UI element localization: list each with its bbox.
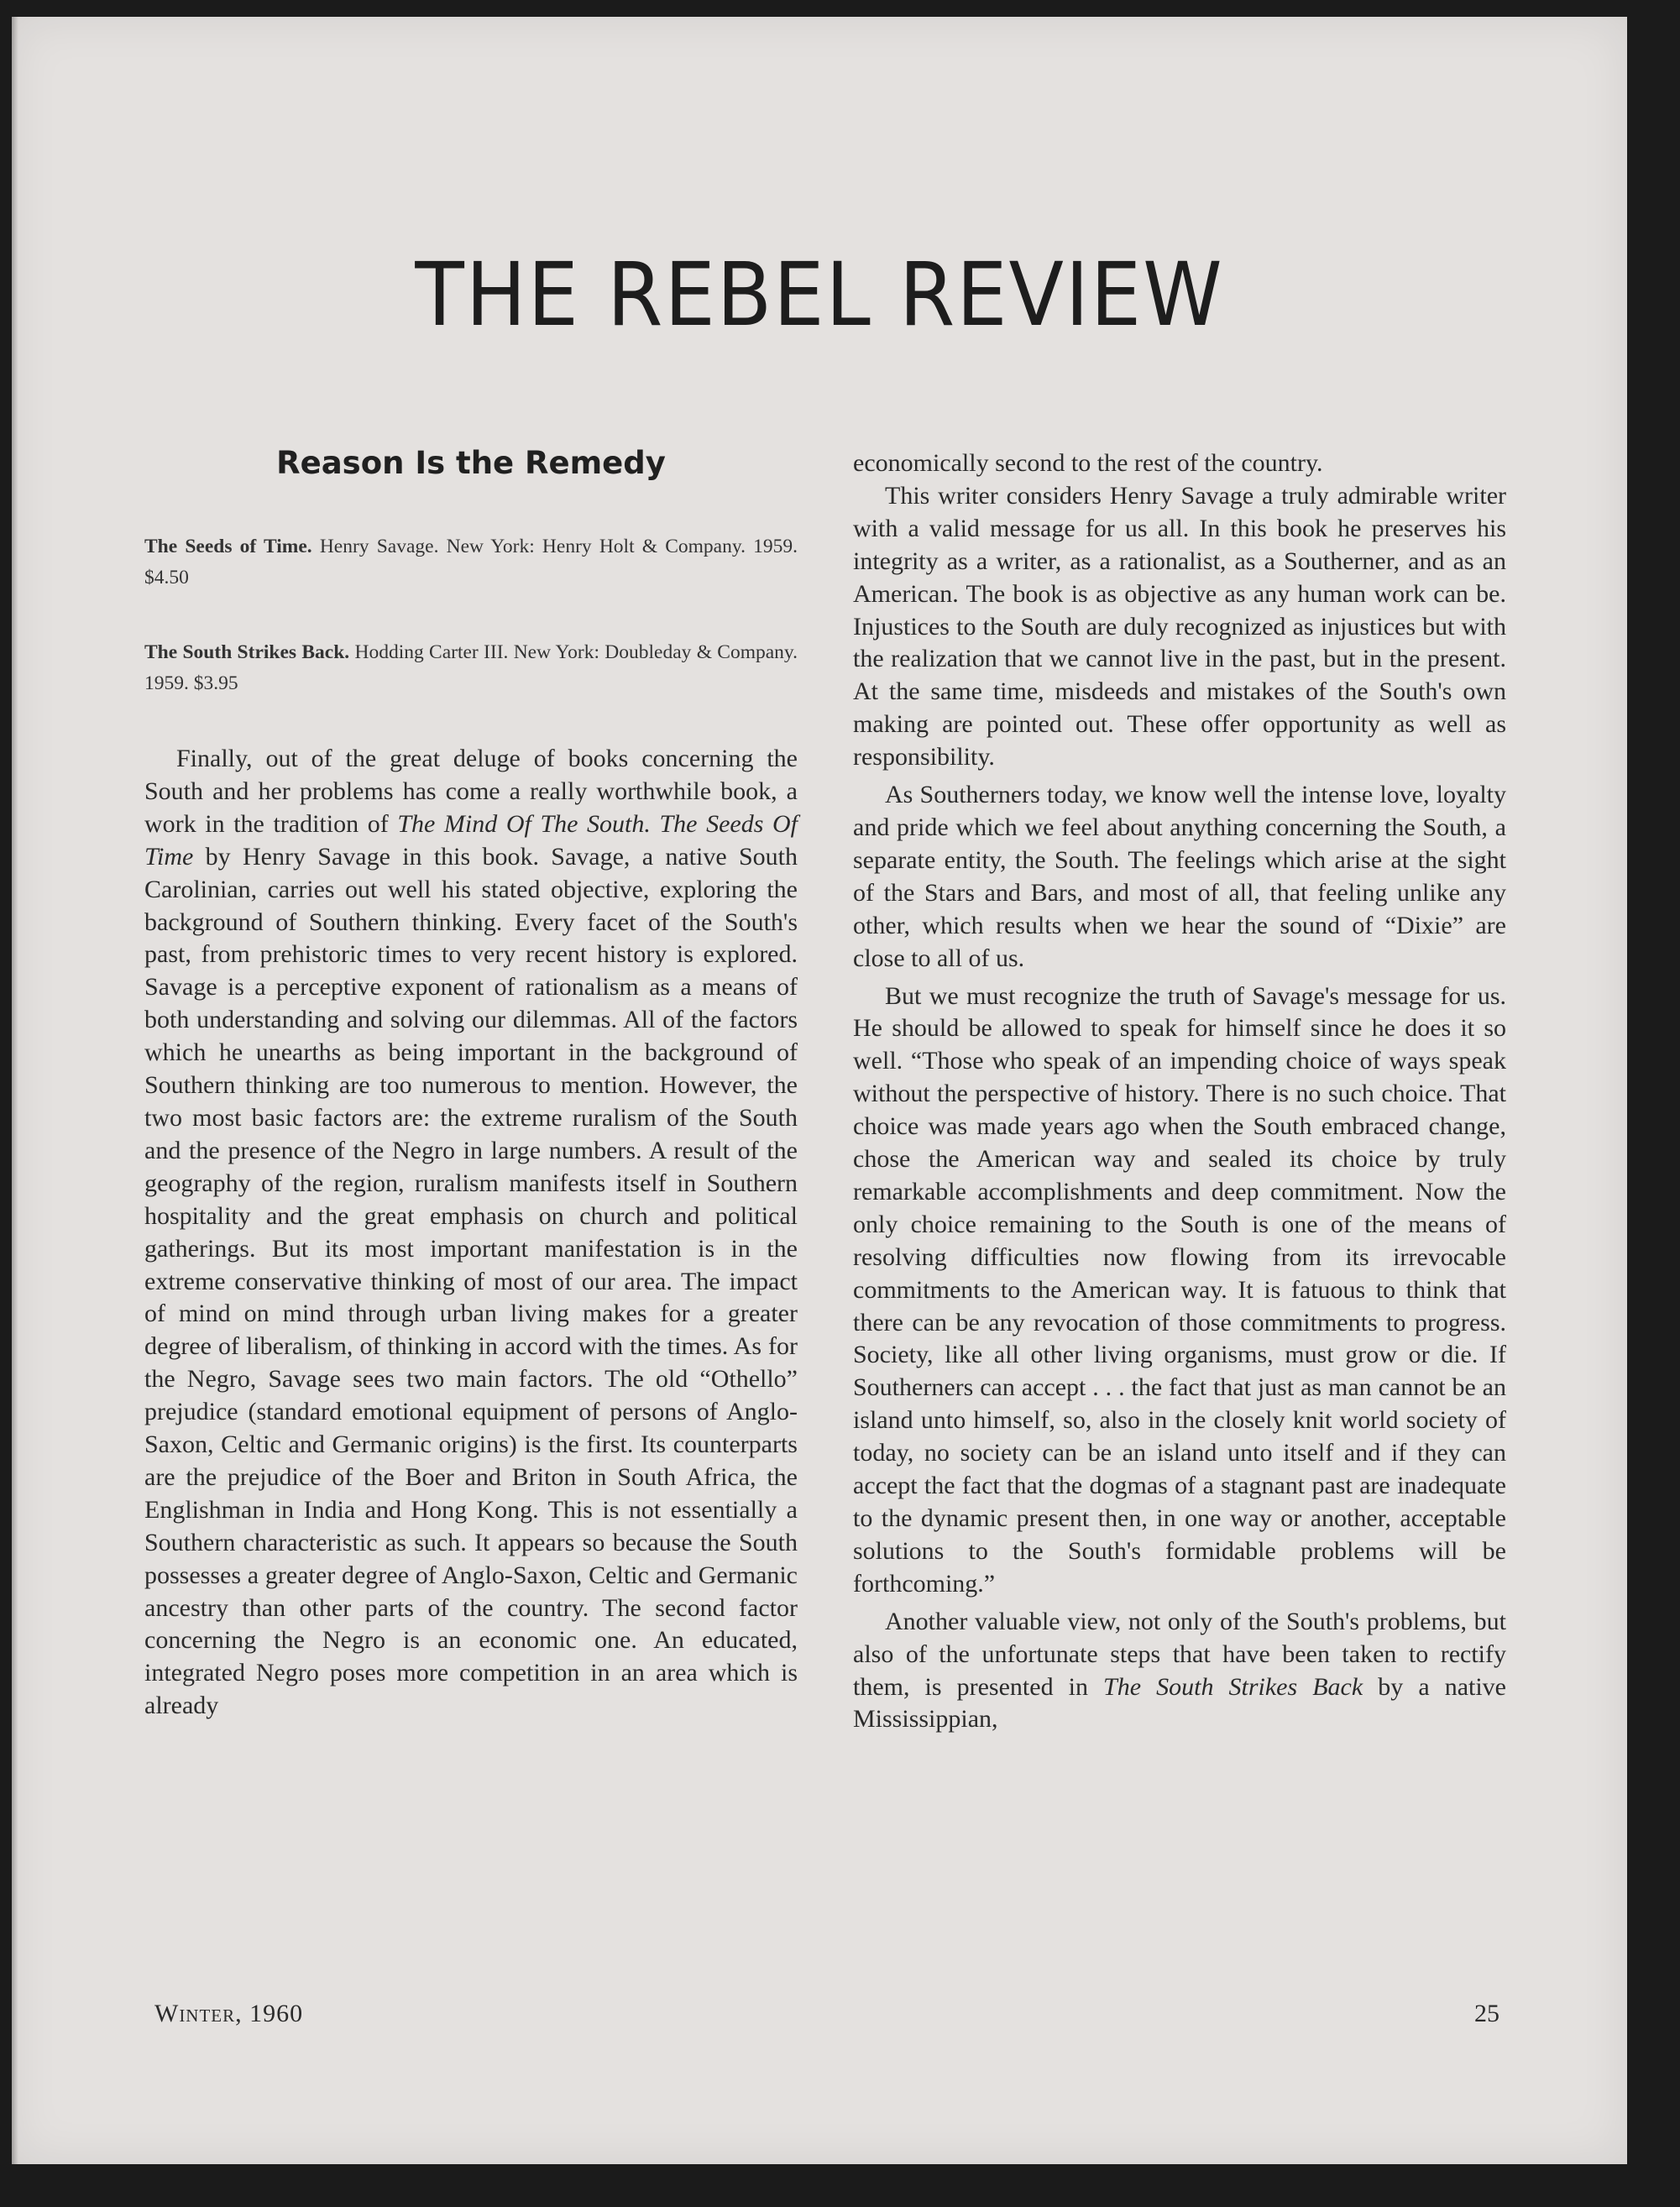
citation-seeds-of-time <box>144 531 798 594</box>
magazine-page <box>12 17 1627 2164</box>
review-title: Reason Is the Remedy <box>276 445 666 481</box>
paragraph-continuation: economically second to the rest of the country. <box>853 449 1323 477</box>
paragraph-text: by Henry Savage in this book. Savage, a native South Carolinian, carries out well his stated objective, exploring the background of Southern thinking. Every facet of the South's past, from prehistoric times to very recent history is explored. Savage is a perceptive exponent of rationalism as a means of both understanding and solving our dilemmas. All of the factors which he unearths as being important in the background of Southern thinking are too numerous to mention. However, the two most basic factors are: the extreme ruralism of the South and the presence of the Negro in large numbers. A result of the geography of the region, ruralism manifests itself in Southern hospitality and the great emphasis on church and political gatherings. But its most important manifestation is in the extreme conservative thinking of most of our area. The impact of mind on mind through urban living makes for a greater degree of liberalism, of thinking in accord with the times. As for the Negro, Savage sees two main factors. The old “Othello” prejudice (standard emotional equipment of persons of Anglo-Saxon, Celtic and Germanic origins) is the first. Its counterparts are the prejudice of the Boer and Briton in South Africa, the Englishman in India and Hong Kong. This is not essentially a Southern characteristic as such. It appears so because the South possesses a greater degree of Anglo-Saxon, Celtic and Germanic ancestry than other parts of the country. The second factor concerning the Negro is an economic one. An educated, integrated Negro poses more competition in an area which is already <box>144 842 798 1720</box>
paragraph-text: Another valuable view, not only of the South's problems, but also of the unfortunate steps that have been taken to rectify them, is presented in <box>853 1607 1506 1701</box>
citation-book-title: The Seeds of Time. <box>144 536 312 557</box>
citation-book-title: The South Strikes Back. <box>144 641 350 663</box>
citation-south-strikes-back <box>144 637 798 699</box>
paragraph: But we must recognize the truth of Savage's message for us. He should be allowed to speak for himself since he does it so well. “Those who speak of an impending choice of ways speak without the perspective of history. There is no such choice. That choice was made years ago when the South embraced change, chose the American way and sealed its choice by truly remarkable accomplishments and deep commitment. Now the only choice remaining to the South is one of the means of resolving difficulties now flowing from its irrevocable commitments to the American way. It is fatuous to think that there can be any revocation of those commitments to progress. Society, like all other living organisms, must grow or die. If Southerners can accept . . . the fact that just as man cannot be an island unto himself, so, also in the closely knit world society of today, no society can be an island unto itself and if they can accept the fact that the dogmas of a stagnant past are inadequate to the dynamic present then, in one way or another, acceptable solutions to the South's formidable problems will be forthcoming.” <box>853 981 1506 1598</box>
citation-details: Henry Savage. New York: Henry Holt & Company. 1959. $4.50 <box>144 536 798 588</box>
paragraph: As Southerners today, we know well the intense love, loyalty and pride which we feel about anything concerning the South, a separate entity, the South. The feelings which arise at the sight of the Stars and Bars, and most of all, that feeling unlike any other, which results when we hear the sound of “Dixie” are close to all of us. <box>853 781 1506 972</box>
footer-page-number: 25 <box>1474 2000 1499 2027</box>
paragraph <box>144 743 798 1723</box>
paragraph-text: by a native Mississippian, <box>853 1672 1506 1734</box>
body-text-left <box>144 743 798 1723</box>
citation-details: Hodding Carter III. New York: Doubleday & Company. 1959. $3.95 <box>144 641 798 694</box>
book-title-italic: The Mind Of The South. The Seeds Of Time <box>144 809 798 871</box>
book-title-italic: The South Strikes Back <box>1103 1672 1363 1701</box>
footer-issue-date: Winter, 1960 <box>154 2000 304 2027</box>
left-column <box>144 445 798 1723</box>
paragraph: This writer considers Henry Savage a truly admirable writer with a valid message for us all. In this book he preserves his integrity as a writer, as a rationalist, as a Southerner, and as an American. The book is as objective as any human work can be. Injustices to the South are duly recognized as injustices but with the realization that we cannot live in the past, but in the present. At the same time, misdeeds and mistakes of the South's own making are pointed out. These offer opportunity as well as responsibility. <box>853 481 1506 771</box>
masthead-title: THE REBEL REVIEW <box>415 243 1224 346</box>
page-edge-shadow <box>12 17 18 2164</box>
right-column <box>853 447 1506 1736</box>
paragraph <box>853 1606 1506 1737</box>
paragraph-text: Finally, out of the great deluge of books concerning the South and her problems has come a really worthwhile book, a work in the tradition of <box>144 745 798 838</box>
